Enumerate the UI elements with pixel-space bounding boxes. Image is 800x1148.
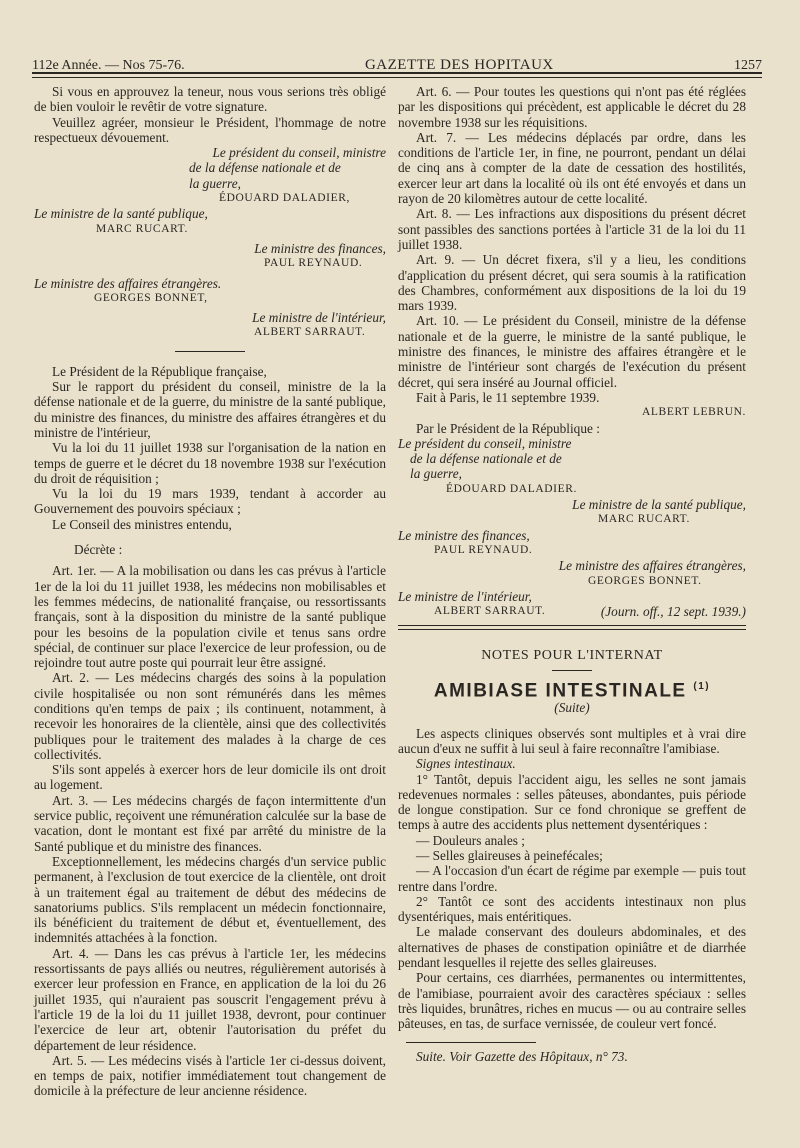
subheading: Signes intestinaux.: [416, 756, 516, 772]
footnote: Suite. Voir Gazette des Hôpitaux, n° 73.: [416, 1048, 628, 1064]
article: Art. 7. — Les médecins déplacés par ordre, dans les conditions de l'article 1er, in fine, ne pourront, pendant un délai de cinq ans à compter de la date de cessation des hostilités, exercer leur art dans la localité où ils ont été envoyés et dans un rayon de 20 kilomètres autour de cette localité.: [398, 129, 746, 207]
signature-name: GEORGES BONNET.: [588, 574, 702, 587]
paragraph: Le Conseil des ministres entendu,: [52, 516, 232, 532]
signature-title: Le président du conseil, ministre: [398, 435, 572, 451]
paragraph: Les aspects cliniques observés sont multiples et à vrai dire aucun d'eux ne suffit à lui seul à faire reconnaître l'amibiase.: [398, 725, 746, 756]
paragraph: Par le Président de la République :: [416, 420, 600, 436]
signature-title: de la défense nationale et de: [189, 160, 341, 176]
signature-name: GEORGES BONNET,: [94, 291, 208, 304]
paragraph: S'ils sont appelés à exercer hors de leur domicile ils ont droit au logement.: [34, 762, 386, 793]
header-rule: [32, 72, 762, 78]
article: Art. 6. — Pour toutes les questions qui n'ont pas été réglées par les dispositions qui précèdent, est applicable le décret du 28 novembre 1938 sur les réquisitions.: [398, 84, 746, 130]
signature-title: Le ministre de la santé publique,: [572, 497, 746, 513]
signature-title: Le président du conseil, ministre: [212, 145, 386, 161]
signature-name: ALBERT SARRAUT.: [254, 326, 366, 339]
signature-title: Le ministre des finances,: [398, 527, 530, 543]
issue-label: 112e Année. — Nos 75-76.: [32, 58, 185, 73]
decree-heading: Décrète :: [74, 542, 123, 558]
page-number: 1257: [734, 58, 762, 73]
paragraph: Si vous en approuvez la teneur, nous vous serions très obligé de bien vouloir le revêtir de votre signature.: [34, 84, 386, 115]
paragraph: Veuillez agréer, monsieur le Président, l'hommage de notre respectueux dévouement.: [34, 114, 386, 145]
section-divider: [175, 351, 245, 352]
article: Art. 10. — Le président du Conseil, ministre de la défense nationale et de la guerre, le ministre de la santé publique, le ministre des finances, le ministre des affaires étrangère et le ministre de l'intérieur sont chargés de l'exécution du présent décret, qui sera inséré au Journal officiel.: [398, 313, 746, 390]
signature-title: la guerre,: [189, 175, 241, 191]
article: Art. 8. — Les infractions aux dispositions du présent décret sont passibles des sanctions portées à l'article 31 de la loi du 11 juillet 1938.: [398, 206, 746, 252]
signature-row: [398, 604, 746, 619]
list-item: — Douleurs anales ;: [416, 832, 525, 848]
right-column: [398, 84, 746, 1064]
section-heading: NOTES POUR L'INTERNAT: [481, 648, 663, 664]
paragraph: Le Président de la République française,: [52, 363, 267, 379]
list-item: — Selles glaireuses à peinefécales;: [416, 847, 603, 863]
footnote-marker: (1): [693, 680, 711, 692]
article: Art. 4. — Dans les cas prévus à l'article 1er, les médecins ressortissants de pays alliés ou neutres, régulièrement autorisés à exercer leur profession en France, en application de la loi du 26 juillet 1935, qui n'auraient pas souscrit l'engagement prévu à l'article 19 de la loi du 11 juillet 1938, devront, pour continuer l'exercice de leur art, obtenir l'autorisation du préfet du département de leur résidence.: [34, 945, 386, 1053]
page-header: [32, 40, 762, 74]
paragraph: Le malade conservant des douleurs abdominales, et des alternatives de phases de constipation opiniâtre et de diarrhée pendant lesquelles il rejette des selles glaireuses.: [398, 924, 746, 971]
source-citation: (Journ. off., 12 sept. 1939.): [600, 604, 746, 620]
signature-title: Le ministre des finances,: [254, 240, 386, 256]
section-divider: [398, 625, 746, 630]
signature-name: ALBERT SARRAUT.: [434, 605, 546, 618]
signature-title: Le ministre de l'intérieur,: [398, 588, 532, 604]
paragraph: Vu la loi du 11 juillet 1938 sur l'organisation de la nation en temps de guerre et le décret du 18 novembre 1938 sur l'exécution du droit de réquisition ;: [34, 440, 386, 486]
paragraph: Vu la loi du 19 mars 1939, tendant à accorder au Gouvernement des pouvoirs spéciaux ;: [34, 486, 386, 517]
journal-title: GAZETTE DES HOPITAUX: [364, 57, 554, 73]
article-title-text: AMIBIASE INTESTINALE: [433, 680, 687, 702]
paragraph: Pour certains, ces diarrhées, permanentes ou intermittentes, de l'amibiase, pourraient avoir des caractères spéciaux : selles très liquides, brunâtres, riches en mucus — ou au contraire selles pâteuses, en tas, de surface vernissée, de couleur vert foncé.: [398, 970, 746, 1032]
left-column: [34, 84, 386, 1099]
paragraph: 2° Tantôt ce sont des accidents intestinaux non plus dysentériques, mais entéritiques.: [398, 893, 746, 925]
signature-name: PAUL REYNAUD.: [264, 257, 363, 270]
paragraph: 1° Tantôt, depuis l'accident aigu, les selles ne sont jamais redevenues normales : selles pâteuses, abondantes, puis période de longue constipation. Sur ce fond chronique se greffent de temps à autre des accidents plus nettement dysentériques :: [398, 771, 746, 833]
paragraph: Exceptionnellement, les médecins chargés d'un service public permanent, à l'exclusion de tout exercice de la clientèle, ont droit à un traitement égal au traitement de début des médecins de sanatoriums publics. S'ils remplacent un médecin fonctionnaire, ils bénéficient du traitement de début et, éventuellement, des indemnités attachées à la fonction.: [34, 853, 386, 946]
article: Art. 3. — Les médecins chargés de façon intermittente d'un service public, reçoivent une rémunération calculée sur la base de vacation, dont le montant est fixé par arrêté du ministre de la Santé publique et du ministre des finances.: [34, 792, 386, 854]
signature-name: MARC RUCART.: [598, 513, 690, 526]
article: Art. 2. — Les médecins chargés des soins à la population civile hospitalisée ou non sont rémunérés dans les mêmes conditions qu'en temps de paix ; ils continuent, notamment, à recevoir les honoraires de la clientèle, ainsi que des collectivités publiques pour le traitement des malades à la charge de ces collectivités.: [34, 670, 386, 762]
signature-title: Le ministre des affaires étrangères.: [34, 275, 222, 291]
signature-name: MARC RUCART.: [96, 222, 188, 235]
article: Art. 9. — Un décret fixera, s'il y a lieu, les conditions d'application du présent décret, qui sera soumis à la ratification des Chambres, conformément aux dispositions de la loi du 19 mars 1939.: [398, 252, 746, 314]
signature-name: PAUL REYNAUD.: [434, 543, 533, 556]
signature-title: Le ministre de l'intérieur,: [252, 310, 386, 326]
footnote-rule: [406, 1042, 536, 1043]
signature-title: la guerre,: [410, 466, 462, 482]
signature-name: ALBERT LEBRUN.: [642, 406, 746, 419]
signature-name: ÉDOUARD DALADIER.: [446, 482, 577, 495]
article-title: [398, 679, 746, 702]
paragraph: Sur le rapport du président du conseil, ministre de la la défense nationale et de la guerre, du ministre de la santé publique, du ministre des finances, du ministre des affaires étrangères et du ministre de l'intérieur,: [34, 379, 386, 440]
article: Art. 1er. — A la mobilisation ou dans les cas prévus à l'article 1er de la loi du 11 juillet 1938, les médecins non mobilisables et les femmes médecins, de nationalité française, ou ressortissants français, sont à la disposition du ministre de la santé publique pour les besoins de la population civile et tenus sans ordre spécial, de continuer sur place l'exercice de leur profession, ou de rejoindre tout autre poste qui pourrait leur être assigné.: [34, 563, 386, 671]
signature-title: de la défense nationale et de: [410, 451, 562, 467]
paragraph: Fait à Paris, le 11 septembre 1939.: [416, 389, 600, 405]
heading-rule: [552, 670, 592, 671]
subtitle: (Suite): [554, 700, 590, 716]
list-item: — A l'occasion d'un écart de régime par exemple — puis tout rentre dans l'ordre.: [398, 863, 746, 894]
signature-title: Le ministre des affaires étrangères,: [558, 558, 746, 574]
signature-name: ÉDOUARD DALADIER,: [219, 192, 350, 205]
article: Art. 5. — Les médecins visés à l'article 1er ci-dessus doivent, en temps de paix, notifier immédiatement tout changement de domicile à la préfecture de leur ancienne résidence.: [34, 1052, 386, 1099]
signature-title: Le ministre de la santé publique,: [34, 206, 208, 222]
